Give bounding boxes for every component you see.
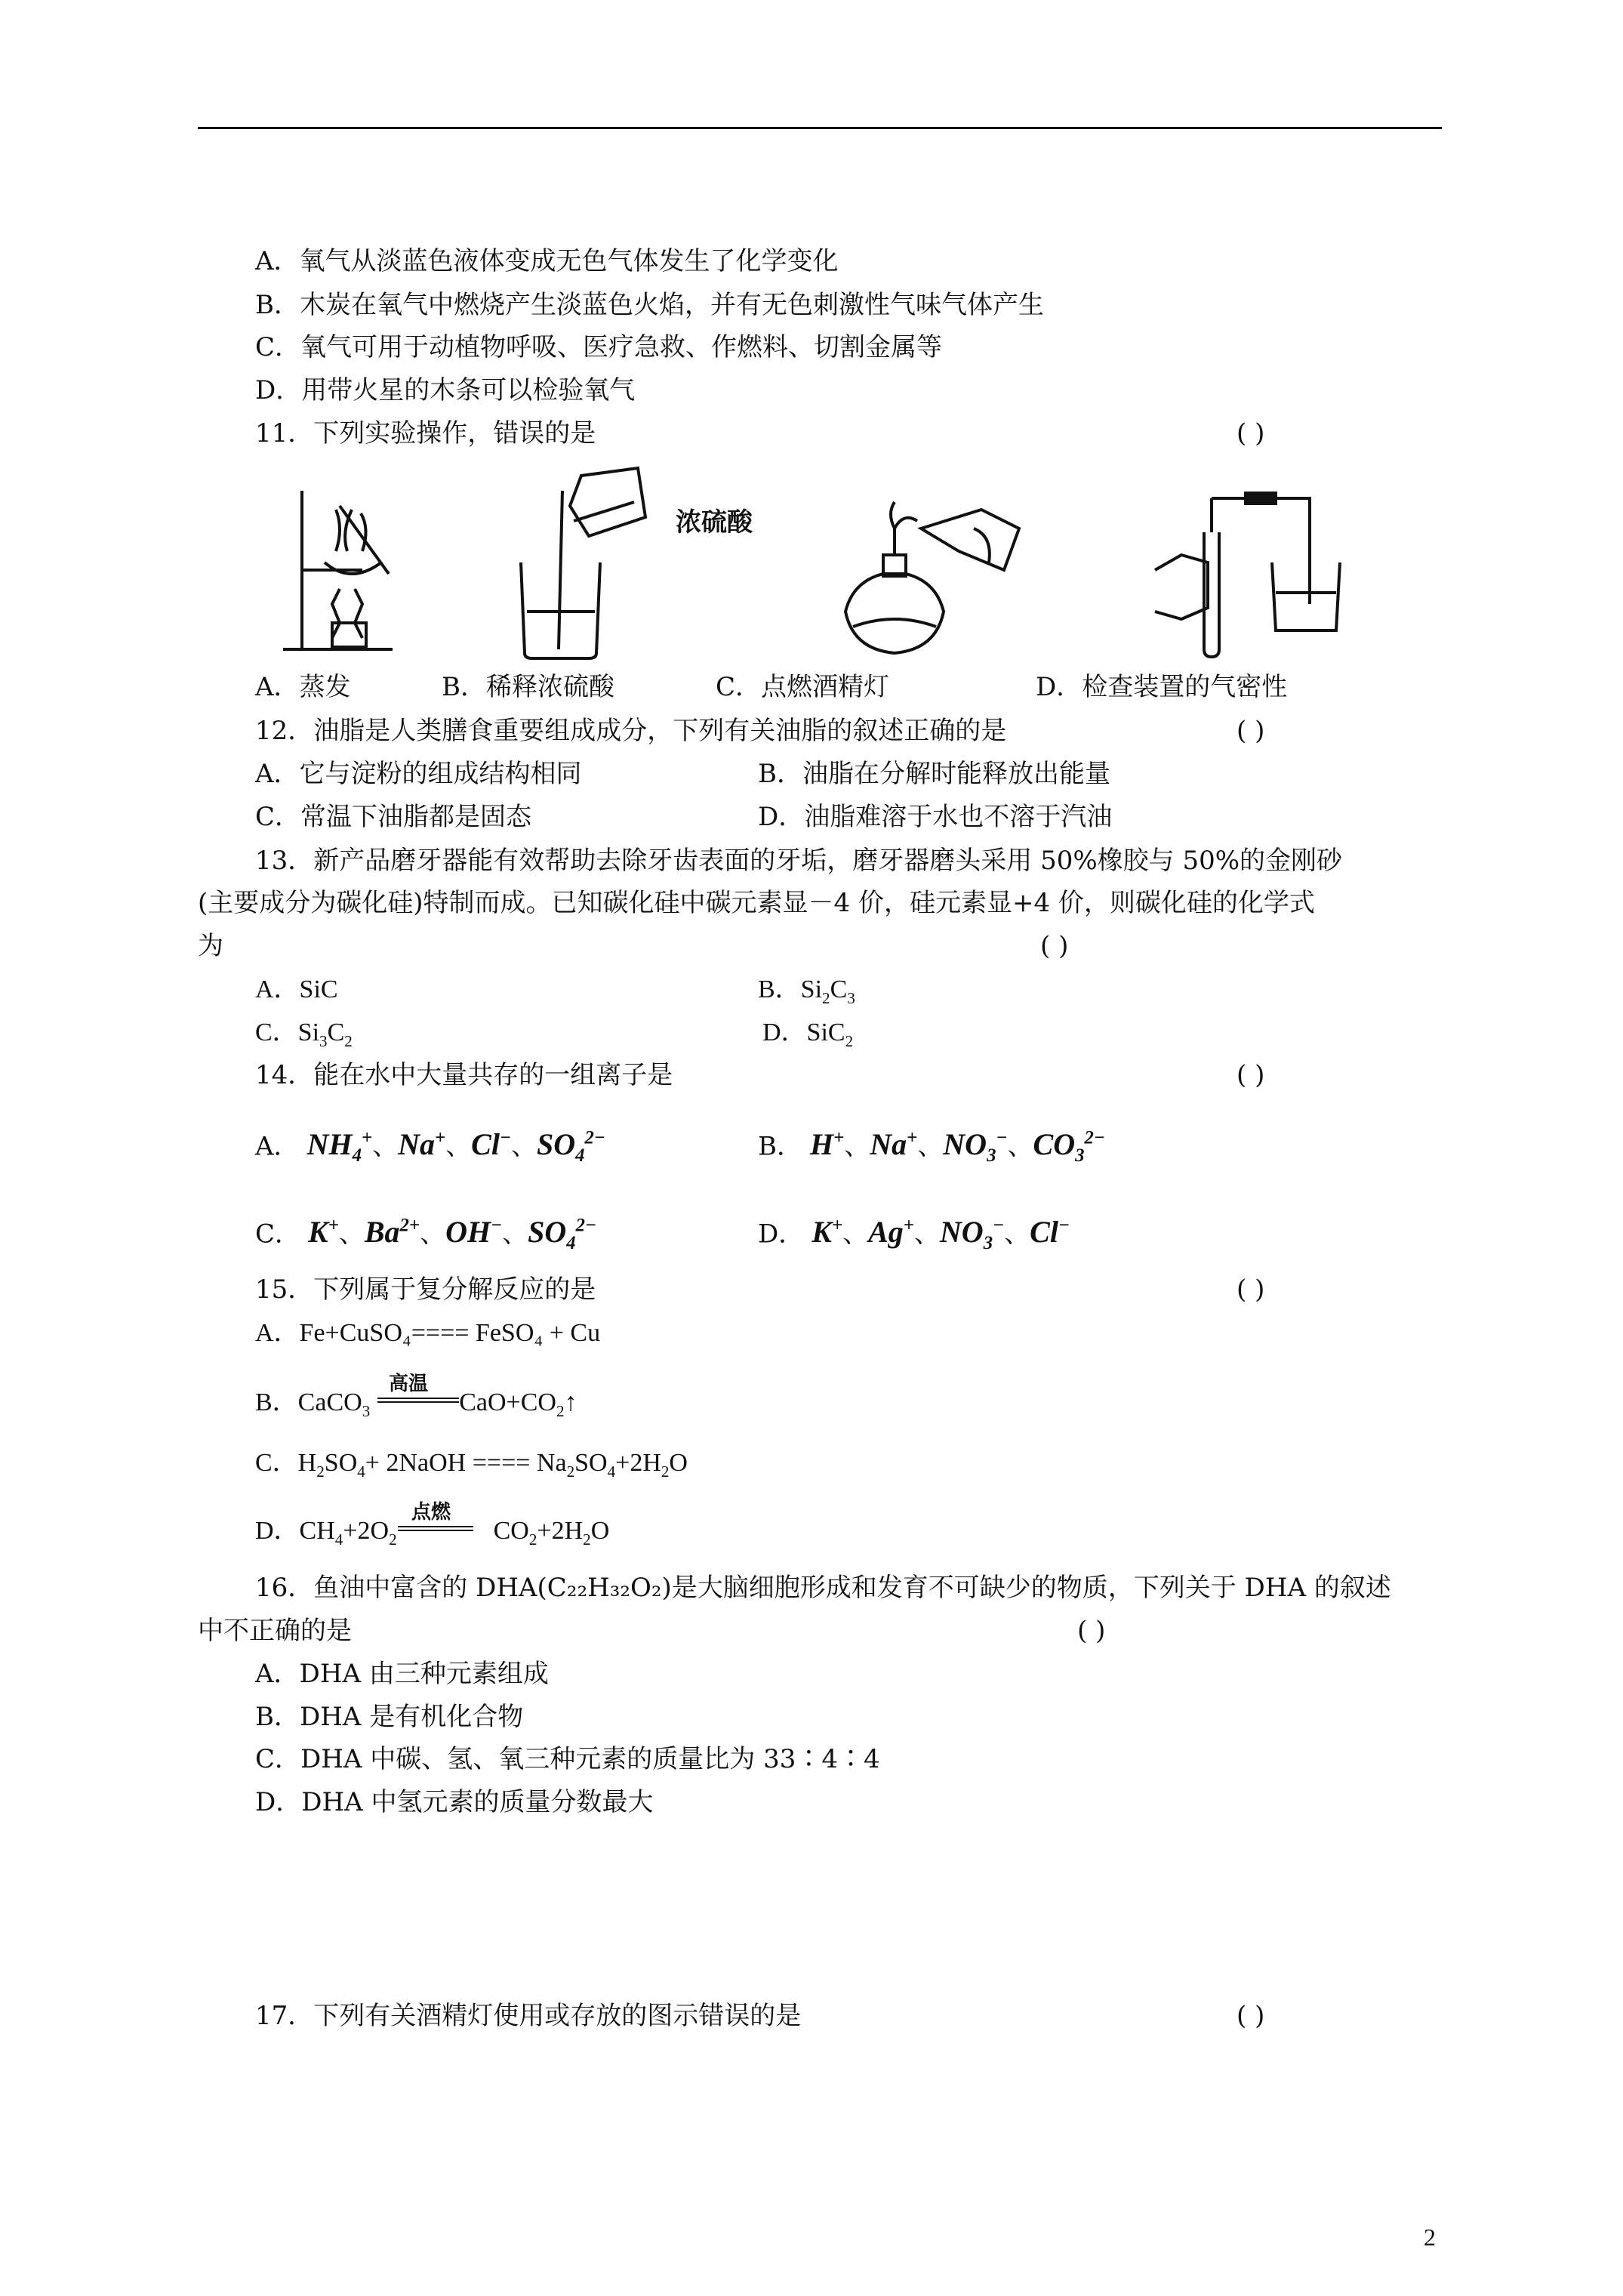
q13-option-d: D．SiC$_2$ [762,1019,854,1050]
q13-option-b: B．$Si_2C_3$ [758,975,855,1007]
q11-answer-bracket: ( ) [1236,418,1265,448]
q11-option-d: D．检查装置的气密性 [1036,672,1288,702]
q13-option-a: A．SiC [255,975,338,1003]
q12-option-a: A．它与淀粉的组成结构相同 [255,759,582,789]
q15-d-equals [398,1526,473,1531]
dilute-acid-figure [506,461,762,664]
q16-option-b: B．DHA 是有机化合物 [255,1702,524,1732]
q14-option-d: D． K+、Ag+、$NO_3^-$、Cl− [758,1215,1070,1254]
q11-option-a: A．蒸发 [255,672,351,702]
q12-option-b: B．油脂在分解时能释放出能量 [758,759,1110,789]
light-lamp-figure [830,498,1027,657]
q13-option-c: C．$Si_3C_2$ [255,1019,353,1050]
q13-answer-bracket: ( ) [1040,931,1069,961]
q14-option-c: C． K+、$Ba^{2+}$、OH−、$SO_4^{2-}$ [255,1215,597,1254]
q11-stem: 11．下列实验操作，错误的是 [255,418,596,448]
q16-line-1: 16．鱼油中富含的 DHA(C₂₂H₃₂O₂)是大脑细胞形成和发育不可缺少的物质，下列关于 DHA 的叙述 [255,1573,1391,1603]
q14-stem: 14．能在水中大量共存的一组离子是 [255,1060,673,1090]
q10-option-a: A．氧气从淡蓝色液体变成无色气体发生了化学变化 [255,246,839,276]
q16-option-c: C．DHA 中碳、氢、氧三种元素的质量比为 33∶4∶4 [255,1744,880,1774]
q17-stem: 17．下列有关酒精灯使用或存放的图示错误的是 [255,2001,802,2031]
q12-option-d: D．油脂难溶于水也不溶于汽油 [758,802,1113,832]
q12-stem: 12．油脂是人类膳食重要组成成分，下列有关油脂的叙述正确的是 [255,716,1007,746]
q13-line-2: (主要成分为碳化硅)特制而成。已知碳化硅中碳元素显－4 价，硅元素显+4 价，则碳化硅的化学式 [198,888,1315,918]
airtight-check-figure [1151,479,1347,661]
header-rule [198,127,1442,129]
q15-d-condition: 点燃 [411,1501,451,1524]
q14-option-a: A． $NH_4^+$、Na+、Cl−、$SO_4^{2-}$ [255,1127,605,1166]
q16-option-d: D．DHA 中氢元素的质量分数最大 [255,1787,654,1817]
q15-b-condition: 高温 [389,1373,429,1395]
q15-answer-bracket: ( ) [1236,1274,1265,1305]
page-number: 2 [1424,2224,1436,2251]
q13-line-1: 13．新产品磨牙器能有效帮助去除牙齿表面的牙垢，磨牙器磨头采用 50%橡胶与 50%的金刚砂 [255,846,1343,876]
q15-option-b: B．CaCO$_3$ $CaO+CO_2↑$ [255,1388,577,1420]
q15-option-a: A．Fe+CuSO₄==== FeSO₄ + Cu [255,1319,601,1347]
q14-option-b: B． H+、Na+、$NO_3^-$、$CO_3^{2-}$ [758,1127,1105,1166]
q13-line-3: 为 [198,931,223,961]
q12-answer-bracket: ( ) [1236,716,1265,746]
q16-line-2: 中不正确的是 [198,1616,352,1646]
q15-option-c: C．$H_2SO_4+$ 2NaOH ==== $Na_2SO_4+2H_2O$ [255,1449,688,1481]
q10-option-c: C．氧气可用于动植物呼吸、医疗急救、作燃料、切割金属等 [255,332,943,362]
q10-option-d: D．用带火星的木条可以检验氧气 [255,375,636,405]
q15-stem: 15．下列属于复分解反应的是 [255,1274,596,1305]
q12-option-c: C．常温下油脂都是固态 [255,802,532,832]
evaporation-figure [279,476,415,657]
q15-option-d: D．$CH_4+2O_2$ $CO_2+2H_2O$ [255,1517,610,1549]
q16-answer-bracket: ( ) [1077,1616,1106,1646]
q11-option-b: B．稀释浓硫酸 [442,672,614,702]
q16-option-a: A．DHA 由三种元素组成 [255,1659,549,1689]
q15-b-equals [377,1398,459,1403]
acid-label: 浓硫酸 [676,507,753,538]
q14-answer-bracket: ( ) [1236,1060,1265,1090]
q10-option-b: B．木炭在氧气中燃烧产生淡蓝色火焰，并有无色刺激性气味气体产生 [255,290,1044,320]
q11-option-c: C．点燃酒精灯 [716,672,890,702]
q17-answer-bracket: ( ) [1236,2001,1265,2031]
